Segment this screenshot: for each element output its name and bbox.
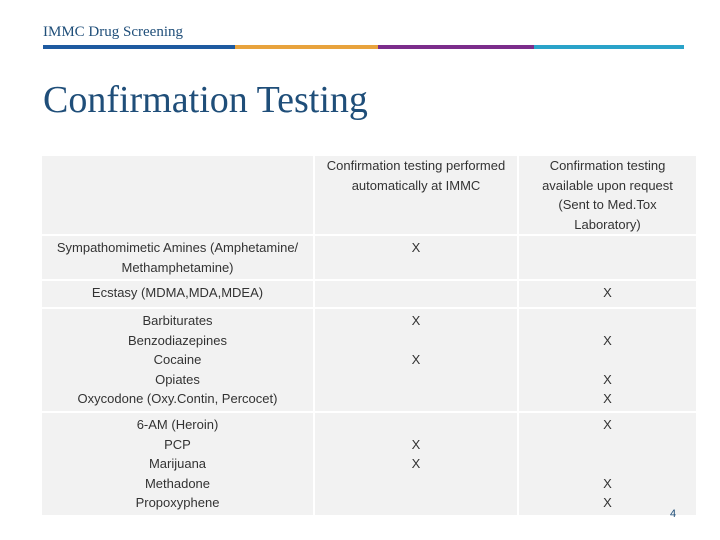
auto-cell bbox=[315, 309, 519, 413]
confirmation-mark bbox=[319, 370, 513, 390]
table-row bbox=[42, 236, 696, 281]
confirmation-mark: X bbox=[603, 285, 612, 300]
header-title: IMMC Drug Screening bbox=[43, 24, 183, 40]
drug-name: Marijuana bbox=[148, 456, 207, 471]
request-cell bbox=[519, 281, 696, 309]
confirmation-mark bbox=[319, 493, 513, 513]
confirmation-mark: X bbox=[411, 240, 421, 255]
confirmation-mark bbox=[319, 389, 513, 409]
confirmation-mark bbox=[319, 415, 513, 435]
confirmation-mark: X bbox=[411, 436, 421, 452]
confirmation-mark bbox=[523, 435, 692, 455]
header-cell-request: Confirmation testing available upon request (Sent to Med.Tox Laboratory) bbox=[519, 156, 696, 236]
confirmation-mark: X bbox=[603, 495, 612, 510]
table-row bbox=[42, 309, 696, 413]
confirmation-mark bbox=[523, 258, 692, 278]
confirmation-mark: X bbox=[411, 352, 421, 367]
confirmation-mark bbox=[319, 474, 513, 494]
confirmation-mark: X bbox=[603, 475, 612, 491]
confirmation-mark bbox=[523, 311, 692, 331]
confirmation-mark: X bbox=[603, 332, 612, 348]
drug-name: PCP bbox=[164, 436, 191, 452]
page-title: Confirmation Testing bbox=[43, 79, 368, 121]
header-cell-blank bbox=[42, 156, 315, 236]
drug-name: Ecstasy (MDMA,MDA,MDEA) bbox=[91, 285, 264, 300]
confirmation-mark bbox=[319, 258, 513, 278]
confirmation-mark: X bbox=[603, 371, 612, 387]
confirmation-mark bbox=[319, 331, 513, 351]
header-cell-auto: Confirmation testing performed automatically at IMMC bbox=[315, 156, 519, 236]
confirmation-mark bbox=[523, 238, 692, 258]
drug-cell bbox=[42, 281, 315, 309]
drug-cell bbox=[42, 413, 315, 517]
auto-cell bbox=[315, 413, 519, 517]
request-cell bbox=[519, 236, 696, 281]
header-rule-cyan bbox=[534, 45, 684, 49]
confirmation-mark: X bbox=[411, 456, 421, 471]
confirmation-mark: X bbox=[603, 391, 612, 406]
page-number: 4 bbox=[670, 508, 677, 520]
request-cell bbox=[519, 309, 696, 413]
table-row bbox=[42, 281, 696, 309]
drug-cell bbox=[42, 236, 315, 281]
auto-cell bbox=[315, 236, 519, 281]
drug-name: Methamphetamine) bbox=[121, 259, 234, 275]
confirmation-mark bbox=[523, 350, 692, 370]
confirmation-mark bbox=[319, 283, 513, 303]
header-rule-purple bbox=[378, 45, 534, 49]
drug-name: Cocaine bbox=[153, 352, 202, 367]
drug-name: Benzodiazepines bbox=[127, 332, 228, 348]
confirmation-table bbox=[42, 156, 696, 517]
drug-name: Sympathomimetic Amines (Amphetamine/ bbox=[56, 240, 299, 255]
drug-name: Opiates bbox=[155, 371, 200, 387]
header-rule-blue bbox=[43, 45, 235, 49]
drug-name: Propoxyphene bbox=[135, 495, 220, 510]
drug-cell bbox=[42, 309, 315, 413]
header-rule-orange bbox=[235, 45, 378, 49]
drug-name: Methadone bbox=[144, 475, 211, 491]
request-cell bbox=[519, 413, 696, 517]
table-header-row bbox=[42, 156, 696, 236]
drug-name: 6-AM (Heroin) bbox=[136, 417, 219, 432]
drug-name: Barbiturates bbox=[142, 313, 213, 328]
confirmation-mark bbox=[523, 454, 692, 474]
drug-name: Oxycodone (Oxy.Contin, Percocet) bbox=[77, 391, 278, 406]
confirmation-mark: X bbox=[603, 417, 612, 432]
confirmation-mark: X bbox=[411, 313, 421, 328]
table-row bbox=[42, 413, 696, 517]
auto-cell bbox=[315, 281, 519, 309]
